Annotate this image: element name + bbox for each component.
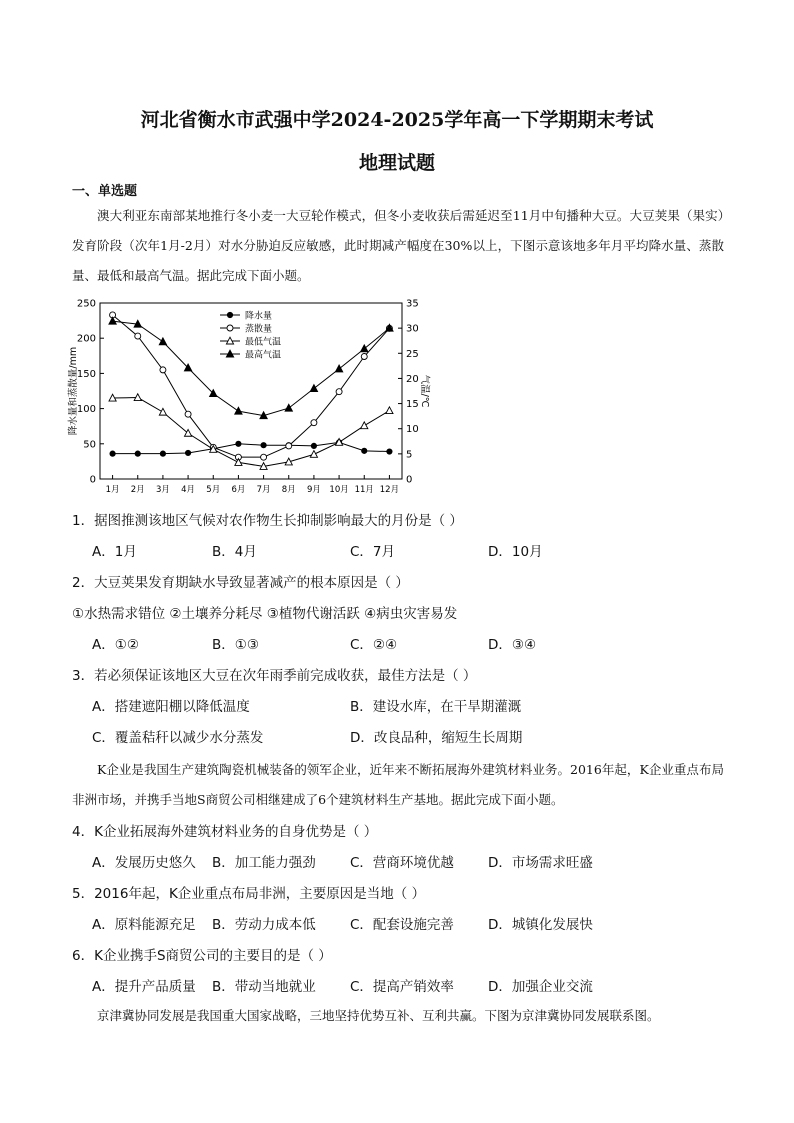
series-line-1 — [113, 315, 390, 457]
data-point-s3-m9 — [310, 385, 317, 392]
data-point-s1-m3 — [160, 367, 166, 373]
data-point-s3-m11 — [361, 345, 368, 352]
question-4: 4．K企业拓展海外建筑材料业务的自身优势是（ ） — [72, 824, 378, 840]
exam-title: 河北省衡水市武强中学2024-2025学年高一下学期期末考试 — [140, 109, 654, 131]
q6-option-a[interactable]: A．提升产品质量 — [92, 979, 196, 995]
left-tick-label: 150 — [76, 368, 96, 380]
q2-option-b[interactable]: B．①③ — [212, 637, 259, 653]
passage-jingjinji: 京津冀协同发展是我国重大国家战略，三地坚持优势互补、互利共赢。下图为京津冀协同发展联系图。 — [97, 1008, 660, 1023]
q3-option-d[interactable]: D．改良品种，缩短生长周期 — [350, 730, 523, 746]
q3-option-a[interactable]: A．搭建遮阳棚以降低温度 — [92, 699, 250, 715]
legend-label-2: 最低气温 — [245, 337, 282, 348]
data-point-s2-m4 — [184, 429, 191, 436]
data-point-s1-m9 — [311, 420, 317, 426]
q1-option-b[interactable]: B．4月 — [212, 544, 257, 560]
x-tick-label: 1月 — [105, 485, 120, 495]
q1-option-a[interactable]: A．1月 — [92, 544, 137, 560]
q4-option-c[interactable]: C．营商环境优越 — [350, 855, 454, 871]
right-tick-label: 10 — [406, 424, 419, 436]
data-point-s0-m9 — [311, 443, 316, 448]
data-point-s1-m11 — [361, 354, 367, 360]
q2-option-d[interactable]: D．③④ — [488, 637, 537, 653]
right-tick-label: 35 — [406, 298, 419, 310]
x-tick-label: 7月 — [256, 485, 271, 495]
legend-label-1: 蒸散量 — [245, 324, 273, 335]
data-point-s3-m8 — [285, 404, 292, 411]
series-line-0 — [113, 442, 390, 453]
q5-option-a[interactable]: A．原料能源充足 — [92, 917, 196, 933]
x-tick-label: 11月 — [354, 485, 374, 495]
right-tick-label: 5 — [406, 449, 413, 461]
question-6: 6．K企业携手S商贸公司的主要目的是（ ） — [72, 948, 332, 964]
climate-chart — [60, 293, 430, 503]
q5-option-b[interactable]: B．劳动力成本低 — [212, 917, 316, 933]
y-axis-left-label: 降水量和蒸散量/mm — [68, 346, 79, 436]
q2-option-c[interactable]: C．②④ — [350, 637, 398, 653]
q6-option-b[interactable]: B．带动当地就业 — [212, 979, 316, 995]
q3-option-c[interactable]: C．覆盖秸秆以减少水分蒸发 — [92, 730, 264, 746]
data-point-s1-m10 — [336, 389, 342, 395]
left-tick-label: 50 — [83, 439, 96, 451]
x-tick-label: 5月 — [206, 485, 221, 495]
section-heading: 一、单选题 — [72, 184, 138, 199]
q6-option-c[interactable]: C．提高产销效率 — [350, 979, 454, 995]
left-tick-label: 0 — [89, 474, 96, 486]
series-line-3 — [113, 321, 390, 416]
x-tick-label: 6月 — [231, 485, 246, 495]
data-point-s2-m11 — [361, 422, 368, 429]
right-tick-label: 30 — [406, 323, 419, 335]
y-axis-right-label: 气温/℃ — [419, 374, 430, 408]
legend-label-3: 最高气温 — [245, 350, 282, 361]
right-tick-label: 15 — [406, 399, 419, 411]
data-point-s2-m3 — [159, 408, 166, 415]
legend-marker-1 — [227, 325, 233, 331]
data-point-s3-m3 — [159, 338, 166, 345]
left-tick-label: 200 — [76, 333, 96, 345]
x-tick-label: 9月 — [306, 485, 321, 495]
q4-option-a[interactable]: A．发展历史悠久 — [92, 855, 196, 871]
q5-option-d[interactable]: D．城镇化发展快 — [488, 917, 593, 933]
q1-option-c[interactable]: C．7月 — [350, 544, 396, 560]
data-point-s0-m6 — [236, 441, 241, 446]
q4-option-b[interactable]: B．加工能力强劲 — [212, 855, 316, 871]
data-point-s1-m2 — [135, 333, 141, 339]
data-point-s3-m6 — [235, 407, 242, 414]
data-point-s0-m12 — [387, 449, 392, 454]
series-line-2 — [113, 398, 390, 467]
left-tick-label: 250 — [76, 298, 96, 310]
q5-option-c[interactable]: C．配套设施完善 — [350, 917, 454, 933]
legend-marker-0 — [227, 312, 232, 317]
q6-option-d[interactable]: D．加强企业交流 — [488, 979, 593, 995]
right-tick-label: 20 — [406, 373, 419, 385]
x-tick-label: 2月 — [130, 485, 145, 495]
passage-k-enterprise: K企业是我国生产建筑陶瓷机械装备的领军企业，近年来不断拓展海外建筑材料业务。2016年起，K企业重点布局非洲市场，并携手当地S商贸公司相继建成了6个建筑材料生产基地。据此完成下面小题。 — [72, 762, 724, 807]
right-tick-label: 25 — [406, 348, 419, 360]
data-point-s2-m9 — [310, 451, 317, 458]
data-point-s1-m8 — [286, 443, 292, 449]
x-tick-label: 3月 — [155, 485, 170, 495]
legend-label-0: 降水量 — [245, 311, 273, 322]
data-point-s0-m7 — [261, 443, 266, 448]
x-tick-label: 8月 — [281, 485, 296, 495]
data-point-s0-m3 — [160, 451, 165, 456]
data-point-s3-m10 — [335, 365, 342, 372]
data-point-s0-m4 — [185, 450, 190, 455]
question-5: 5．2016年起，K企业重点布局非洲，主要原因是当地（ ） — [72, 886, 426, 902]
question-1: 1．据图推测该地区气候对农作物生长抑制影响最大的月份是（ ） — [72, 513, 463, 529]
data-point-s2-m6 — [235, 459, 242, 466]
passage-soybean: 澳大利亚东南部某地推行冬小麦一大豆轮作模式，但冬小麦收获后需延迟至11月中旬播种大豆。大豆荚果（果实）发育阶段（次年1月-2月）对水分胁迫反应敏感，此时期减产幅度在30%以上，下图示意该地多年月平均降水量、蒸散量、最低和最高气温。据此完成下面小题。 — [72, 208, 724, 283]
data-point-s2-m12 — [386, 407, 393, 414]
data-point-s3-m1 — [109, 317, 116, 324]
q1-option-d[interactable]: D．10月 — [488, 544, 543, 560]
q4-option-d[interactable]: D．市场需求旺盛 — [488, 855, 593, 871]
data-point-s0-m2 — [135, 451, 140, 456]
data-point-s0-m11 — [362, 448, 367, 453]
q2-option-a[interactable]: A．①② — [92, 637, 139, 653]
exam-subtitle: 地理试题 — [358, 152, 435, 174]
question-3: 3．若必须保证该地区大豆在次年雨季前完成收获，最佳方法是（ ） — [72, 668, 477, 684]
right-tick-label: 0 — [406, 474, 413, 486]
x-tick-label: 10月 — [329, 485, 349, 495]
question-2-statements: ①水热需求错位 ②土壤养分耗尽 ③植物代谢活跃 ④病虫灾害易发 — [72, 606, 458, 622]
x-tick-label: 4月 — [181, 485, 196, 495]
data-point-s1-m7 — [261, 454, 267, 460]
q3-option-b[interactable]: B．建设水库，在干旱期灌溉 — [350, 699, 522, 715]
data-point-s0-m1 — [110, 451, 115, 456]
question-2: 2．大豆荚果发育期缺水导致显著减产的根本原因是（ ） — [72, 575, 409, 591]
x-tick-label: 12月 — [379, 485, 400, 495]
left-tick-label: 100 — [76, 404, 96, 416]
data-point-s1-m4 — [185, 411, 191, 417]
